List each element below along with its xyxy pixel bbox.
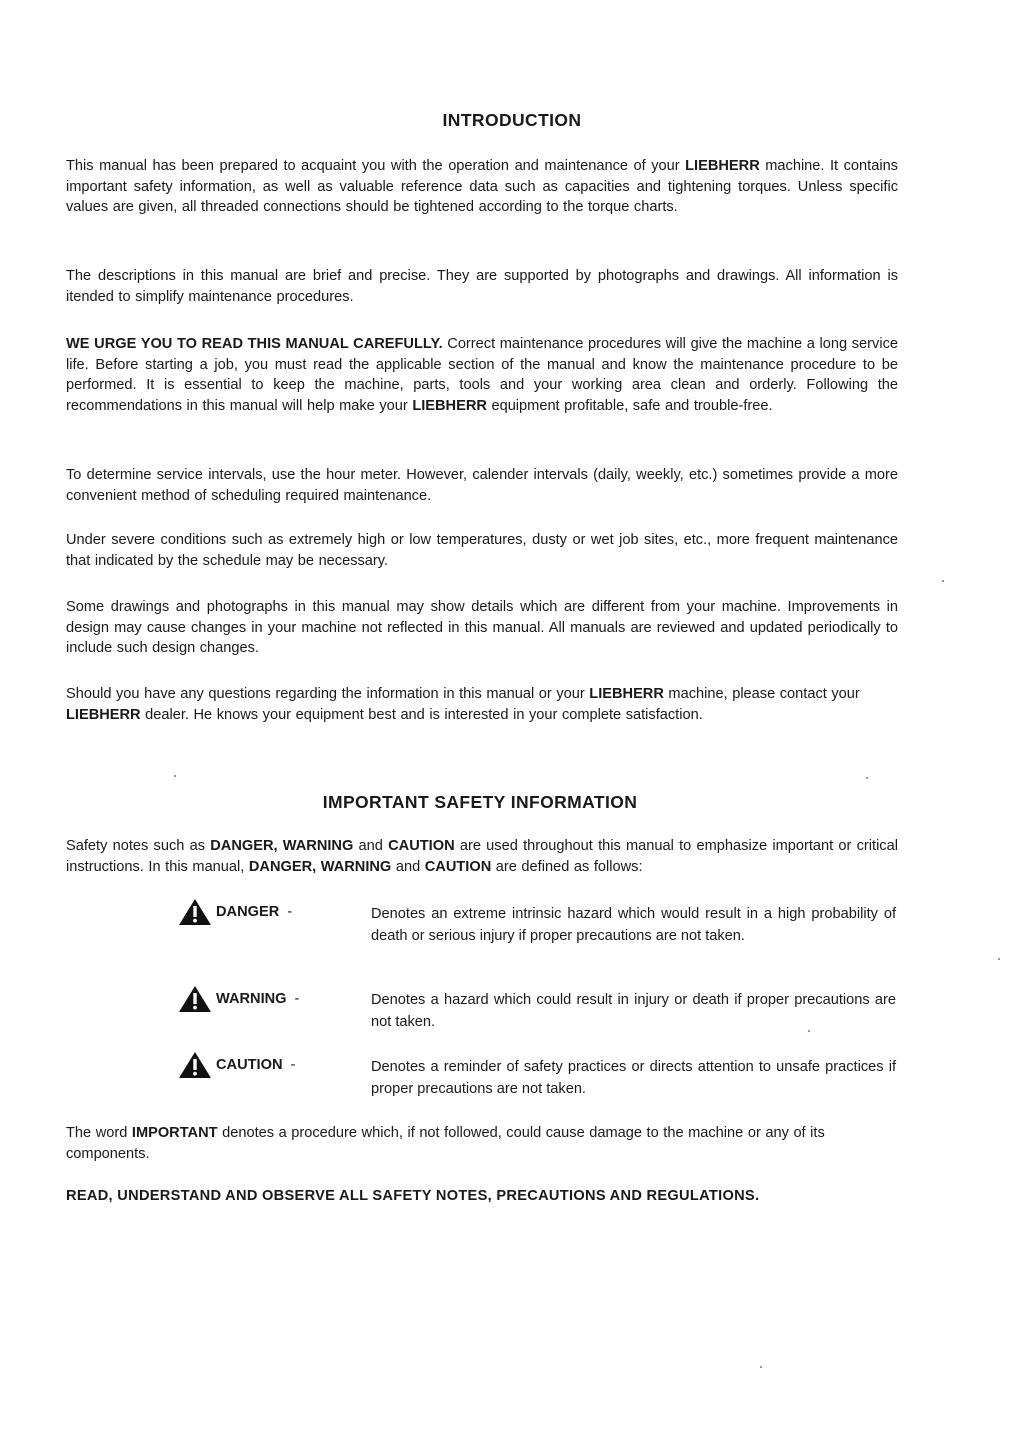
scan-speck <box>866 777 868 779</box>
warning-triangle-icon <box>178 985 212 1013</box>
brand-name: LIEBHERR <box>589 686 664 702</box>
scan-speck <box>998 958 1000 960</box>
urge-read-notice: WE URGE YOU TO READ THIS MANUAL CAREFULLY. <box>66 336 443 352</box>
safety-definitions: DANGER - Denotes an extreme intrinsic hazard which would result in a high probability of death or serious injury if proper precautions are not taken. WARNING - Denotes a hazard which could result in injury or death if proper precautions are not taken. CAUTION - Denotes a reminder of safety practices or directs attention to unsafe practices if proper precautions are not taken. <box>66 0 898 1447</box>
intro-paragraph-4: To determine service intervals, use the hour meter. However, calender intervals (daily, weekly, etc.) sometimes provide a more convenient method of scheduling required maintenance. <box>66 467 898 504</box>
scan-speck <box>808 1030 810 1032</box>
caution-description: Denotes a reminder of safety practices or directs attention to unsafe practices if proper precautions are not taken. <box>371 1059 896 1097</box>
important-term: IMPORTANT <box>131 1125 218 1141</box>
scan-speck <box>942 580 944 582</box>
warning-label: WARNING <box>216 991 287 1007</box>
intro-paragraph-1: This manual has been prepared to acquaint you with the operation and maintenance of your LIEBHERR machine. It contains important safety information, as well as valuable reference data such as capacities and tightening torques. Unless specific values are given, all threaded connections should be tightened according to the torque charts. <box>66 158 898 216</box>
brand-name: LIEBHERR <box>412 397 487 414</box>
final-safety-notice: READ, UNDERSTAND AND OBSERVE ALL SAFETY NOTES, PRECAUTIONS AND REGULATIONS. <box>66 1188 760 1204</box>
caution-label: CAUTION <box>216 1057 283 1073</box>
danger-description: Denotes an extreme intrinsic hazard which would result in a high probability of death or serious injury if proper precautions are not taken. <box>371 906 896 944</box>
important-paragraph: The word IMPORTANT denotes a procedure which, if not followed, could cause damage to the machine or any of its components. <box>66 1125 825 1162</box>
safety-heading: IMPORTANT SAFETY INFORMATION <box>322 792 638 812</box>
warning-description: Denotes a hazard which could result in injury or death if proper precautions are not taken. <box>371 992 896 1030</box>
intro-paragraph-6: Some drawings and photographs in this manual may show details which are different from your machine. Improvements in design may cause changes in your machine not reflected in this manual. All manuals are reviewed and updated periodically to include such design changes. <box>66 599 898 657</box>
scan-speck <box>174 775 176 777</box>
scan-speck <box>760 1366 762 1368</box>
warning-triangle-icon <box>178 1051 212 1079</box>
danger-label: DANGER <box>216 904 280 920</box>
intro-paragraph-3: WE URGE YOU TO READ THIS MANUAL CAREFULLY. Correct maintenance procedures will give the machine a long service life. Before starting a job, you must read the applicable section of the manual and know the maintenance procedure to be performed. It is essential to keep the machine, parts, tools and your working area clean and orderly. Following the recommendations in this manual will help make your LIEBHERR equipment profitable, safe and trouble-free. <box>66 336 898 414</box>
brand-name: LIEBHERR <box>685 158 760 174</box>
safety-intro-paragraph: Safety notes such as DANGER, WARNING and CAUTION are used throughout this manual to emphasize important or critical instructions. In this manual, DANGER, WARNING and CAUTION are defined as follows: <box>66 838 898 875</box>
brand-name: LIEBHERR <box>66 706 141 723</box>
introduction-heading: INTRODUCTION <box>442 110 582 130</box>
intro-paragraph-7: Should you have any questions regarding the information in this manual or your LIEBHERR machine, please contact your LIEBHERR dealer. He knows your equipment best and is interested in your complete satisfaction. <box>66 686 860 723</box>
intro-paragraph-5: Under severe conditions such as extremely high or low temperatures, dusty or wet job sites, etc., more frequent maintenance that indicated by the schedule may be necessary. <box>66 532 898 569</box>
warning-triangle-icon <box>178 898 212 926</box>
intro-paragraph-2: The descriptions in this manual are brief and precise. They are supported by photographs and drawings. All information is itended to simplify maintenance procedures. <box>66 268 898 305</box>
